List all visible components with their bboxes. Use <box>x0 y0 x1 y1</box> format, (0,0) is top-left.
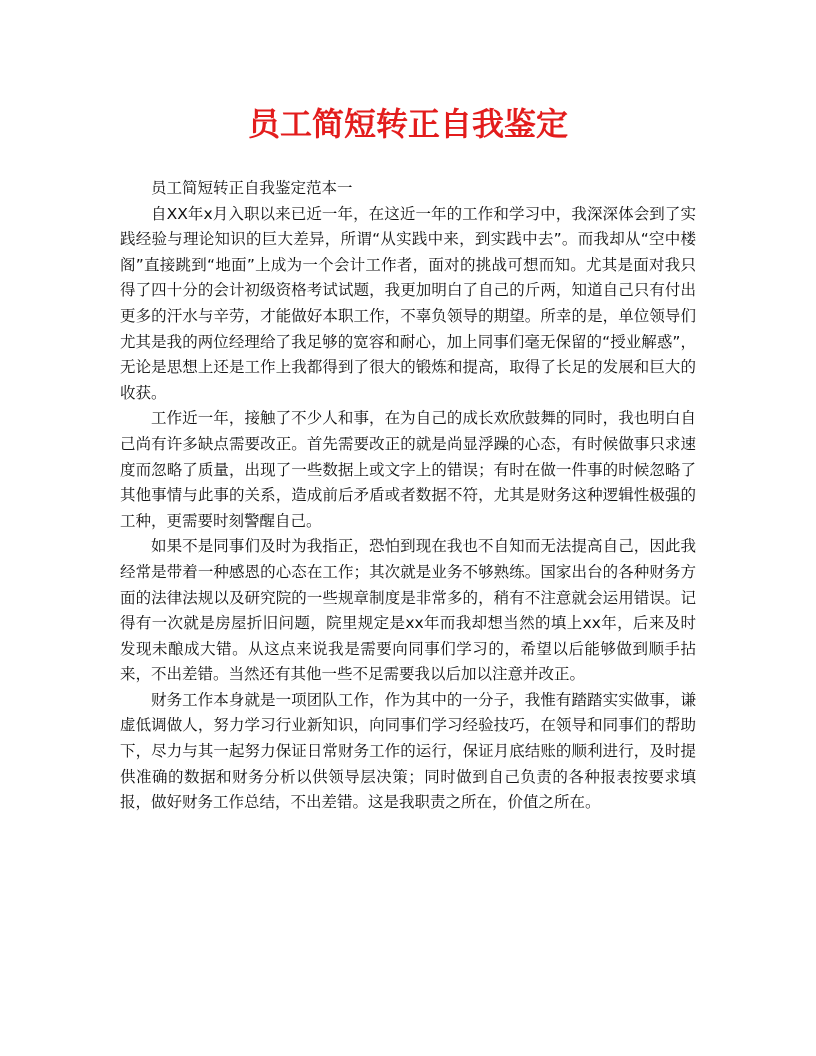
paragraph: 如果不是同事们及时为我指正，恐怕到现在我也不自知而无法提高自己，因此我经常是带着一种感恩的心态在工作；其次就是业务不够熟练。国家出台的各种财务方面的法律法规以及研究院的一些规章制度是非常多的，稍有不注意就会运用错误。记得有一次就是房屋折旧问题，院里规定是xx年而我却想当然的填上xx年，后来及时发现未酿成大错。从这点来说我是需要向同事们学习的，希望以后能够做到顺手拈来，不出差错。当然还有其他一些不足需要我以后加以注意并改正。 <box>120 537 696 684</box>
document-title: 员工简短转正自我鉴定 <box>247 105 568 143</box>
paragraph: 工作近一年，接触了不少人和事，在为自己的成长欢欣鼓舞的同时，我也明白自己尚有许多缺点需要改正。首先需要改正的就是尚显浮躁的心态，有时候做事只求速度而忽略了质量，出现了一些数据上或文字上的错误；有时在做一件事的时候忽略了其他事情与此事的关系，造成前后矛盾或者数据不符，尤其是财务这种逻辑性极强的工种，更需要时刻警醒自己。 <box>120 409 696 530</box>
paragraph: 自XX年x月入职以来已近一年，在这近一年的工作和学习中，我深深体会到了实践经验与理论知识的巨大差异，所谓“从实践中来，到实践中去”。而我却从“空中楼阁”直接跳到“地面”上成为一个会计工作者，面对的挑战可想而知。尤其是面对我只得了四十分的会计初级资格考试试题，我更加明白了自己的斤两，知道自己只有付出更多的汗水与辛劳，才能做好本职工作，不辜负领导的期望。所幸的是，单位领导们尤其是我的两位经理给了我足够的宽容和耐心，加上同事们毫无保留的“授业解惑”，无论是思想上还是工作上我都得到了很大的锻炼和提高，取得了长足的发展和巨大的收获。 <box>120 204 696 402</box>
paragraph: 财务工作本身就是一项团队工作，作为其中的一分子，我惟有踏踏实实做事，谦虚低调做人，努力学习行业新知识，向同事们学习经验技巧，在领导和同事们的帮助下，尽力与其一起努力保证日常财务工作的运行，保证月底结账的顺利进行，及时提供准确的数据和财务分析以供领导层决策；同时做到自己负责的各种报表按要求填报，做好财务工作总结，不出差错。这是我职责之所在，价值之所在。 <box>120 690 696 812</box>
paragraph-subtitle: 员工简短转正自我鉴定范本一 <box>151 179 353 197</box>
document-body <box>120 176 696 816</box>
